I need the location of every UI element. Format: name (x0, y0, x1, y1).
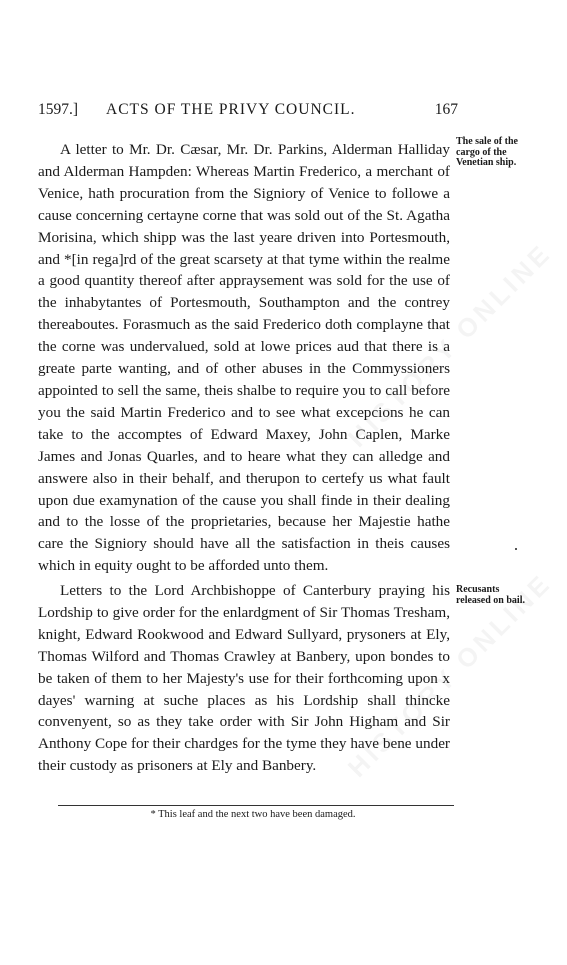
footnote-rule (58, 805, 454, 806)
page-number: 167 (434, 101, 458, 118)
margin-note: The sale of the cargo of the Venetian ship. (456, 136, 518, 168)
header-title: ACTS OF THE PRIVY COUNCIL. (106, 101, 356, 118)
header-year: 1597.] (38, 101, 79, 118)
page-mark (515, 548, 517, 550)
margin-note: Recusants released on bail. (456, 584, 525, 606)
entry-venetian-cargo (38, 139, 450, 577)
entry-recusants (38, 580, 450, 777)
entry-text: Letters to the Lord Archbishoppe of Canterbury praying his Lordship to give order for the enlardgment of Sir Thomas Tresham, knight, Edward Rookwood and Edward Sullyard, prysoners at Ely, Thomas Wilford and Thomas Crawley at Banbery, upon bondes to be taken of them to her Majesty's use for their forthcoming upon x dayes' warning at suche places as his Lordship shall thincke convenyent, so as they take order with Sir John Higham and Sir Anthony Cope for their chardges for the tyme they have bene under their custody as prisoners at Ely and Banbery. (38, 582, 450, 775)
footnote: * This leaf and the next two have been damaged. (150, 809, 356, 820)
entry-text: A letter to Mr. Dr. Cæsar, Mr. Dr. Parkins, Alderman Halliday and Alderman Hampden: Whereas Martin Frederico, a merchant of Venice, hath procuration from the Signiory of Venice to followe a cause concerning certayne corne that was sold out of the St. Agatha Morisina, which shipp was the last yeare driven into Portesmouth, and *[in rega]rd of the great scarsety at that tyme within the realme a good quantity thereof after appraysement was sold for the use of the inhabytantes of Portesmouth, Southampton and the contrey thereaboutes. Forasmuch as the said Frederico doth complayne that the corne was undervalued, sold at lowe prices aud that there is a greate parte wanting, and of other abuses in the Commyssioners appointed to sell the same, theis shalbe to require you to call before you the said Martin Frederico and to see what excepcions he can take to the accomptes of Edward Maxey, John Caplen, Marke James and Jonas Quarles, and to heare what they can alledge and answere also in their behalf, and therupon to certefy us what fault upon due examynation of the cause you shall finde in their dealing and to the losse of the proprietaries, because her Majestie hathe care the Signiory should have all the satisfaction in theis causes which in equity ought to be afforded unto them. (38, 141, 450, 575)
running-header (38, 101, 458, 123)
